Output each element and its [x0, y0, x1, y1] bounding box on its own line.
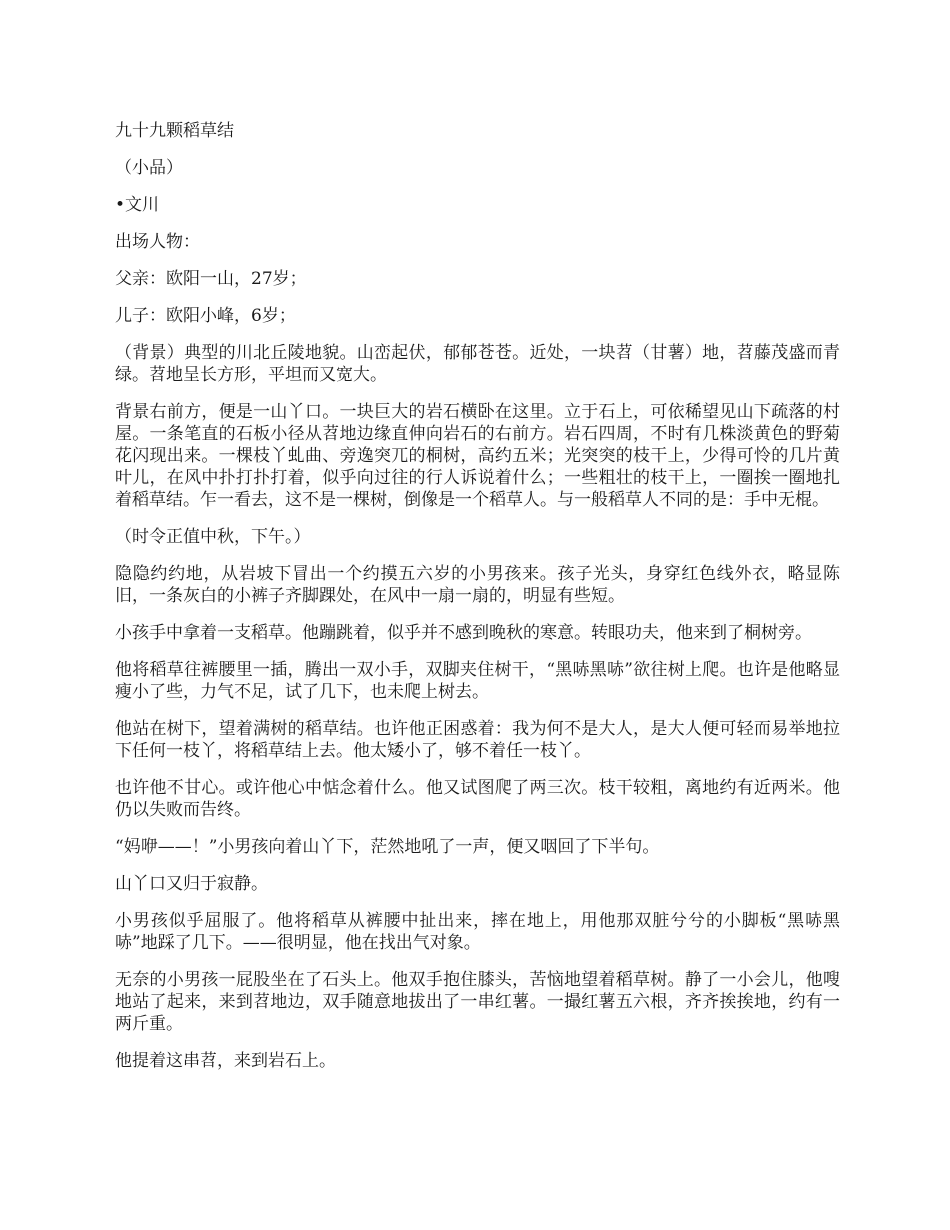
paragraph: 隐隐约约地，从岩坡下冒出一个约摸五六岁的小男孩来。孩子光头，身穿红色线外衣，略显陈旧，一条灰白的小裤子齐脚踝处，在风中一扇一扇的，明显有些短。 — [115, 564, 840, 606]
paragraph: 也许他不甘心。或许他心中惦念着什么。他又试图爬了两三次。枝干较粗，离地约有近两米。他仍以失败而告终。 — [115, 778, 840, 820]
paragraph: “妈咿——！”小男孩向着山丫下，茫然地吼了一声，便又咽回了下半句。 — [115, 837, 660, 857]
document-genre: （小品） — [115, 158, 183, 178]
paragraph: 山丫口又归于寂静。 — [115, 874, 268, 894]
paragraph: 小孩手中拿着一支稻草。他蹦跳着，似乎并不感到晚秋的寒意。转眼功夫，他来到了桐树旁。 — [115, 623, 812, 643]
paragraph: （时令正值中秋，下午。） — [115, 527, 311, 547]
paragraph: 无奈的小男孩一屁股坐在了石头上。他双手抱住膝头，苦恼地望着稻草树。静了一小会儿，他嗖地站了起来，来到苕地边，双手随意地拔出了一串红薯。一撮红薯五六根，齐齐挨挨地，约有一两斤重。 — [115, 970, 840, 1034]
document-page — [115, 120, 840, 1087]
document-title: 九十九颗稻草结 — [115, 121, 234, 141]
document-author: •文川 — [115, 195, 160, 215]
paragraph: 父亲：欧阳一山，27岁； — [115, 269, 307, 289]
paragraph: 他将稻草往裤腰里一插，腾出一双小手，双脚夹住树干，“黑哧黑哧”欲往树上爬。也许是他略显瘦小了些，力气不足，试了几下，也未爬上树去。 — [115, 660, 840, 702]
paragraph: 出场人物： — [115, 232, 200, 252]
paragraph: 小男孩似乎屈服了。他将稻草从裤腰中扯出来，摔在地上，用他那双脏兮兮的小脚板“黑哧黑哧”地踩了几下。——很明显，他在找出气对象。 — [115, 911, 840, 953]
paragraph: 他站在树下，望着满树的稻草结。也许他正困惑着：我为何不是大人，是大人便可轻而易举地拉下任何一枝丫，将稻草结上去。他太矮小了，够不着任一枝丫。 — [115, 719, 840, 761]
paragraph: 他提着这串苕，来到岩石上。 — [115, 1051, 336, 1071]
paragraph: 儿子：欧阳小峰，6岁； — [115, 306, 296, 326]
paragraph: 背景右前方，便是一山丫口。一块巨大的岩石横卧在这里。立于石上，可依稀望见山下疏落的村屋。一条笔直的石板小径从苕地边缘直伸向岩石的右前方。岩石四周，不时有几株淡黄色的野菊花闪现出来。一棵枝丫虬曲、旁逸突兀的桐树，高约五米；光突突的枝干上，少得可怜的几片黄叶儿，在风中扑打扑打着，似乎向过往的行人诉说着什么；一些粗壮的枝干上，一圈挨一圈地扎着稻草结。乍一看去，这不是一棵树，倒像是一个稻草人。与一般稻草人不同的是：手中无棍。 — [115, 402, 840, 510]
paragraph: （背景）典型的川北丘陵地貌。山峦起伏，郁郁苍苍。近处，一块苕（甘薯）地，苕藤茂盛而青绿。苕地呈长方形，平坦而又宽大。 — [115, 343, 840, 385]
